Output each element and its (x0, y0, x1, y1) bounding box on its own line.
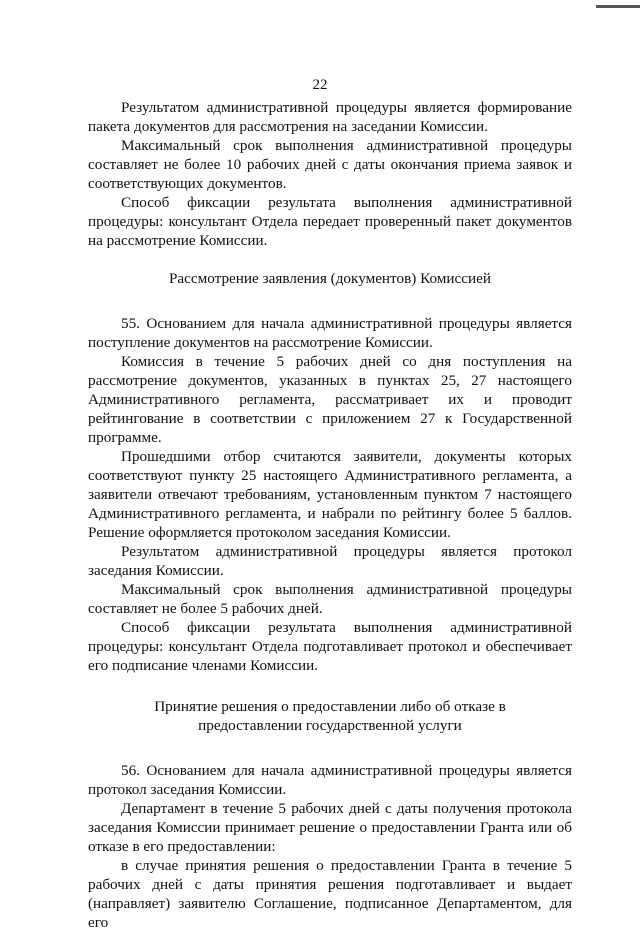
paragraph: 56. Основанием для начала административной процедуры является протокол заседания Комиссии. (88, 762, 572, 798)
paragraph: Департамент в течение 5 рабочих дней с даты получения протокола заседания Комиссии принимает решение о предоставлении Гранта или об отказе в его предоставлении: (88, 800, 572, 855)
paragraph: Способ фиксации результата выполнения административной процедуры: консультант Отдела подготавливает протокол и обеспечивает его подписание членами Комиссии. (88, 619, 572, 674)
paragraph: Максимальный срок выполнения административной процедуры составляет не более 5 рабочих дней. (88, 581, 572, 617)
top-edge-rule (596, 5, 640, 8)
paragraph: 55. Основанием для начала административной процедуры является поступление документов на рассмотрение Комиссии. (88, 315, 572, 351)
paragraph: Результатом административной процедуры является протокол заседания Комиссии. (88, 543, 572, 579)
section-heading (88, 697, 572, 735)
paragraph: в случае принятия решения о предоставлении Гранта в течение 5 рабочих дней с даты принятия решения подготавливает и выдает (направляет) заявителю Соглашение, подписанное Департаментом, для его (88, 857, 572, 931)
section-heading-line: Принятие решения о предоставлении либо об отказе в (154, 698, 506, 715)
section-heading: Рассмотрение заявления (документов) Комиссией (168, 270, 492, 287)
document-body (88, 98, 572, 932)
paragraph: Способ фиксации результата выполнения административной процедуры: консультант Отдела передает проверенный пакет документов на рассмотрение Комиссии. (88, 194, 572, 249)
paragraph: Результатом административной процедуры является формирование пакета документов для рассмотрения на заседании Комиссии. (88, 99, 572, 135)
paragraph: Прошедшими отбор считаются заявители, документы которых соответствуют пункту 25 настоящего Административного регламента, а заявители отвечают требованиям, установленным пунктом 7 настоящего Административного регламента, и набрали по рейтингу более 5 баллов. Решение оформляется протоколом заседания Комиссии. (88, 448, 572, 541)
section-result-of-formation (88, 98, 572, 250)
section-heading-line: предоставлении государственной услуги (198, 717, 462, 734)
page-number: 22 (312, 77, 328, 93)
section-commission-review (88, 269, 572, 675)
paragraph: Максимальный срок выполнения административной процедуры составляет не более 10 рабочих дней с даты окончания приема заявок и соответствующих документов. (88, 137, 572, 192)
section-decision (88, 697, 572, 932)
paragraph: Комиссия в течение 5 рабочих дней со дня поступления на рассмотрение документов, указанных в пунктах 25, 27 настоящего Административного регламента, рассматривает их и проводит рейтингование в соответствии с приложением 27 к Государственной программе. (88, 353, 572, 446)
